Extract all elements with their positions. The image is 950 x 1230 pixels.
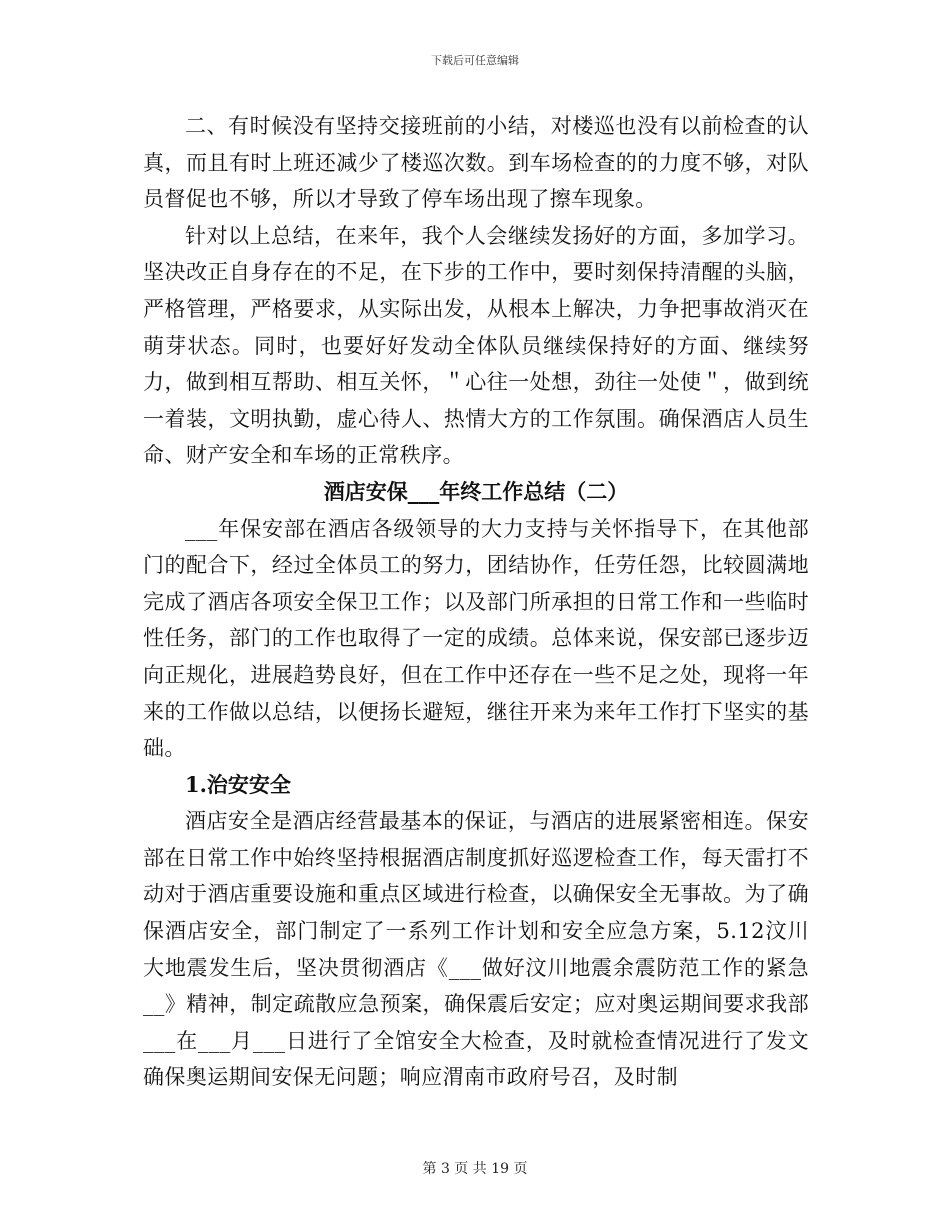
subsection-heading: 1.治安安全	[185, 771, 291, 797]
paragraph-4: 酒店安全是酒店经营最基本的保证，与酒店的进展紧密相连。保安部在日常工作中始终坚持根据酒店制度抓好巡逻检查工作，每天雷打不动对于酒店重要设施和重点区域进行检查，以确保安全无事故。为了确保酒店安全，部门制定了一系列工作计划和安全应急方案，5.12汶川大地震发生后，坚决贯彻酒店《___做好汶川地震余震防范工作的紧急__》精神，制定疏散应急预案，确保震后安定；应对奥运期间要求我部___在___月___日进行了全馆安全大检查，及时就检查情况进行了发文确保奥运期间安保无问题；响应渭南市政府号召，及时制	[143, 809, 809, 1090]
page-number: 第 3 页 共 19 页	[422, 1161, 528, 1177]
paragraph-2: 针对以上总结，在来年，我个人会继续发扬好的方面，多加学习。坚决改正自身存在的不足，在下步的工作中，要时刻保持清醒的头脑，严格管理，严格要求，从实际出发，从根本上解决，力争把事故消灭在萌芽状态。同时，也要好好发动全体队员继续保持好的方面、继续努力，做到相互帮助、相互关怀，＂心往一处想，劲往一处使＂，做到统一着装，文明执勤，虚心待人、热情大方的工作氛围。确保酒店人员生命、财产安全和车场的正常秩序。	[143, 223, 809, 468]
paragraph-3: ___年保安部在酒店各级领导的大力支持与关怀指导下，在其他部门的配合下，经过全体员工的努力，团结协作，任劳任怨，比较圆满地完成了酒店各项安全保卫工作；以及部门所承担的日常工作和一些临时性任务，部门的工作也取得了一定的成绩。总体来说，保安部已逐步迈向正规化，进展趋势良好，但在工作中还存在一些不足之处，现将一年来的工作做以总结，以便扬长避短，继往开来为来年工作打下坚实的基础。	[143, 516, 809, 761]
page-header-note: 下载后可任意编辑	[431, 54, 519, 67]
section-title: 酒店安保___年终工作总结（二）	[323, 478, 629, 504]
paragraph-1: 二、有时候没有坚持交接班前的小结，对楼巡也没有以前检查的认真，而且有时上班还减少了楼巡次数。到车场检查的的力度不够，对队员督促也不够，所以才导致了停车场出现了擦车现象。	[143, 114, 809, 212]
document-body	[143, 108, 809, 1096]
